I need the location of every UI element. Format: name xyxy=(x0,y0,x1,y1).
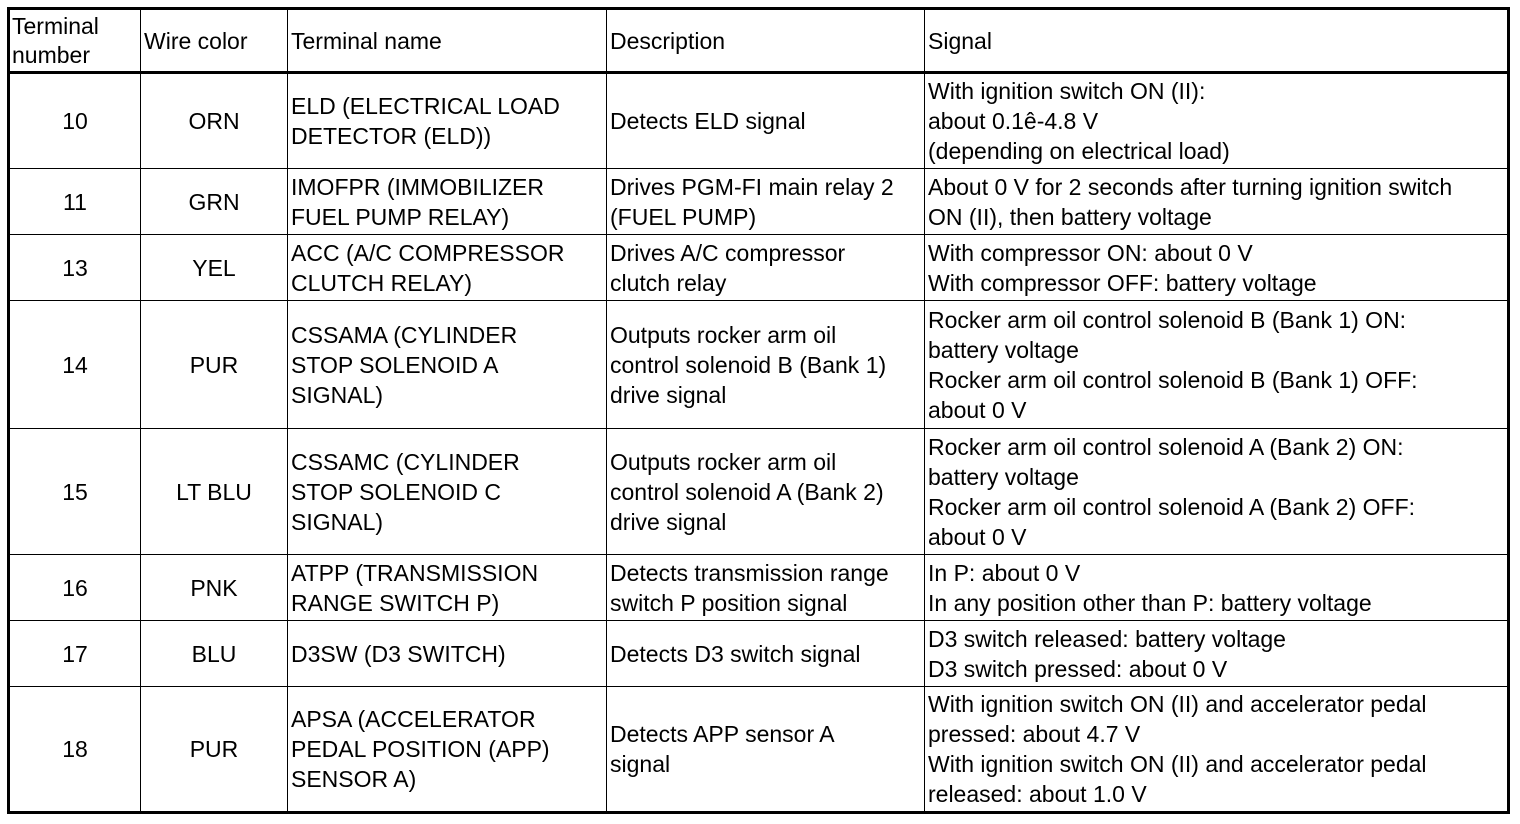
cell-line: drive signal xyxy=(610,508,727,535)
cell-wire-color: LT BLU xyxy=(141,429,288,555)
cell-line: Detects transmission range xyxy=(610,559,889,586)
cell-signal xyxy=(925,687,1509,813)
cell-line: about 0.1ê-4.8 V xyxy=(928,108,1099,134)
cell-wire-color: BLU xyxy=(141,621,288,687)
table-row xyxy=(9,621,1509,687)
cell-terminal-name xyxy=(288,429,607,555)
table-row xyxy=(9,687,1509,813)
cell-line: ON (II), then battery voltage xyxy=(928,203,1212,230)
cell-line: FUEL PUMP RELAY) xyxy=(291,203,510,230)
header-terminal-name: Terminal name xyxy=(288,9,607,73)
cell-description xyxy=(607,235,925,301)
cell-wire-color: YEL xyxy=(141,235,288,301)
cell-terminal-number: 16 xyxy=(9,555,141,621)
cell-line: IMOFPR (IMMOBILIZER xyxy=(291,173,544,200)
cell-line: clutch relay xyxy=(610,269,727,296)
cell-line: Detects ELD signal xyxy=(610,108,806,134)
cell-terminal-name xyxy=(288,301,607,429)
cell-terminal-name xyxy=(288,621,607,687)
cell-line: battery voltage xyxy=(928,336,1079,363)
cell-line: about 0 V xyxy=(928,523,1027,550)
cell-signal xyxy=(925,621,1509,687)
header-line: number xyxy=(12,41,90,68)
cell-line: CSSAMC (CYLINDER xyxy=(291,448,520,475)
cell-line: released: about 1.0 V xyxy=(928,781,1147,807)
cell-line: Detects APP sensor A xyxy=(610,721,835,747)
header-description: Description xyxy=(607,9,925,73)
cell-signal xyxy=(925,73,1509,169)
cell-terminal-number: 17 xyxy=(9,621,141,687)
cell-line: Rocker arm oil control solenoid A (Bank 2) ON: xyxy=(928,433,1404,460)
table-row xyxy=(9,169,1509,235)
cell-line: ATPP (TRANSMISSION xyxy=(291,559,539,586)
cell-terminal-number: 14 xyxy=(9,301,141,429)
cell-line: D3SW (D3 SWITCH) xyxy=(291,640,506,667)
cell-terminal-number: 13 xyxy=(9,235,141,301)
header-wire-color: Wire color xyxy=(141,9,288,73)
table-row xyxy=(9,429,1509,555)
cell-line: Outputs rocker arm oil xyxy=(610,448,837,475)
table-row xyxy=(9,301,1509,429)
cell-line: control solenoid A (Bank 2) xyxy=(610,478,884,505)
header-terminal-number xyxy=(9,9,141,73)
cell-terminal-name xyxy=(288,73,607,169)
cell-line: battery voltage xyxy=(928,463,1079,490)
cell-line: APSA (ACCELERATOR xyxy=(291,706,536,732)
cell-wire-color: PNK xyxy=(141,555,288,621)
cell-line: SENSOR A) xyxy=(291,766,417,792)
cell-line: With compressor OFF: battery voltage xyxy=(928,269,1317,296)
table-row xyxy=(9,555,1509,621)
cell-wire-color: PUR xyxy=(141,687,288,813)
cell-description xyxy=(607,555,925,621)
cell-signal xyxy=(925,555,1509,621)
cell-signal xyxy=(925,429,1509,555)
cell-line: Rocker arm oil control solenoid A (Bank 2) OFF: xyxy=(928,493,1416,520)
cell-line: With ignition switch ON (II): xyxy=(928,78,1206,104)
cell-line: Detects D3 switch signal xyxy=(610,640,861,667)
cell-line: SIGNAL) xyxy=(291,508,384,535)
cell-line: Drives PGM-FI main relay 2 xyxy=(610,173,894,200)
cell-signal xyxy=(925,169,1509,235)
cell-line: CLUTCH RELAY) xyxy=(291,269,473,296)
cell-line: In any position other than P: battery voltage xyxy=(928,589,1372,616)
cell-line: signal xyxy=(610,751,671,777)
table-body xyxy=(9,73,1509,813)
cell-line: (depending on electrical load) xyxy=(928,138,1230,164)
cell-line: Rocker arm oil control solenoid B (Bank 1) ON: xyxy=(928,306,1407,333)
cell-line: D3 switch pressed: about 0 V xyxy=(928,655,1228,682)
cell-terminal-name xyxy=(288,687,607,813)
cell-signal xyxy=(925,235,1509,301)
cell-description xyxy=(607,73,925,169)
cell-line: switch P position signal xyxy=(610,589,848,616)
cell-line: About 0 V for 2 seconds after turning ignition switch xyxy=(928,173,1453,200)
cell-wire-color: PUR xyxy=(141,301,288,429)
cell-terminal-number: 15 xyxy=(9,429,141,555)
cell-line: STOP SOLENOID A xyxy=(291,351,499,378)
header-signal: Signal xyxy=(925,9,1509,73)
terminal-table xyxy=(7,7,1510,814)
cell-description xyxy=(607,429,925,555)
cell-line: RANGE SWITCH P) xyxy=(291,589,500,616)
cell-line: ELD (ELECTRICAL LOAD xyxy=(291,93,560,119)
cell-line: pressed: about 4.7 V xyxy=(928,721,1141,747)
table-header xyxy=(9,9,1509,73)
cell-description xyxy=(607,301,925,429)
cell-line: SIGNAL) xyxy=(291,381,384,408)
cell-line: about 0 V xyxy=(928,396,1027,423)
cell-wire-color: GRN xyxy=(141,169,288,235)
cell-line: Drives A/C compressor xyxy=(610,239,846,266)
cell-wire-color: ORN xyxy=(141,73,288,169)
cell-line: ACC (A/C COMPRESSOR xyxy=(291,239,565,266)
header-row xyxy=(9,9,1509,73)
cell-line: PEDAL POSITION (APP) xyxy=(291,736,550,762)
cell-terminal-number: 18 xyxy=(9,687,141,813)
cell-line: CSSAMA (CYLINDER xyxy=(291,321,518,348)
cell-line: Rocker arm oil control solenoid B (Bank 1) OFF: xyxy=(928,366,1418,393)
cell-line: (FUEL PUMP) xyxy=(610,203,757,230)
cell-terminal-number: 10 xyxy=(9,73,141,169)
cell-terminal-name xyxy=(288,555,607,621)
cell-line: DETECTOR (ELD)) xyxy=(291,123,492,149)
cell-line: drive signal xyxy=(610,381,727,408)
cell-terminal-number: 11 xyxy=(9,169,141,235)
cell-line: In P: about 0 V xyxy=(928,559,1081,586)
table-row xyxy=(9,235,1509,301)
table-row xyxy=(9,73,1509,169)
cell-terminal-name xyxy=(288,169,607,235)
cell-line: STOP SOLENOID C xyxy=(291,478,502,505)
cell-description xyxy=(607,169,925,235)
cell-line: control solenoid B (Bank 1) xyxy=(610,351,887,378)
cell-line: With ignition switch ON (II) and accelerator pedal xyxy=(928,751,1427,777)
cell-line: With compressor ON: about 0 V xyxy=(928,239,1253,266)
cell-description xyxy=(607,687,925,813)
cell-line: With ignition switch ON (II) and accelerator pedal xyxy=(928,691,1427,717)
cell-line: Outputs rocker arm oil xyxy=(610,321,837,348)
cell-terminal-name xyxy=(288,235,607,301)
header-line: Terminal xyxy=(12,12,99,39)
cell-description xyxy=(607,621,925,687)
cell-signal xyxy=(925,301,1509,429)
cell-line: D3 switch released: battery voltage xyxy=(928,625,1286,652)
